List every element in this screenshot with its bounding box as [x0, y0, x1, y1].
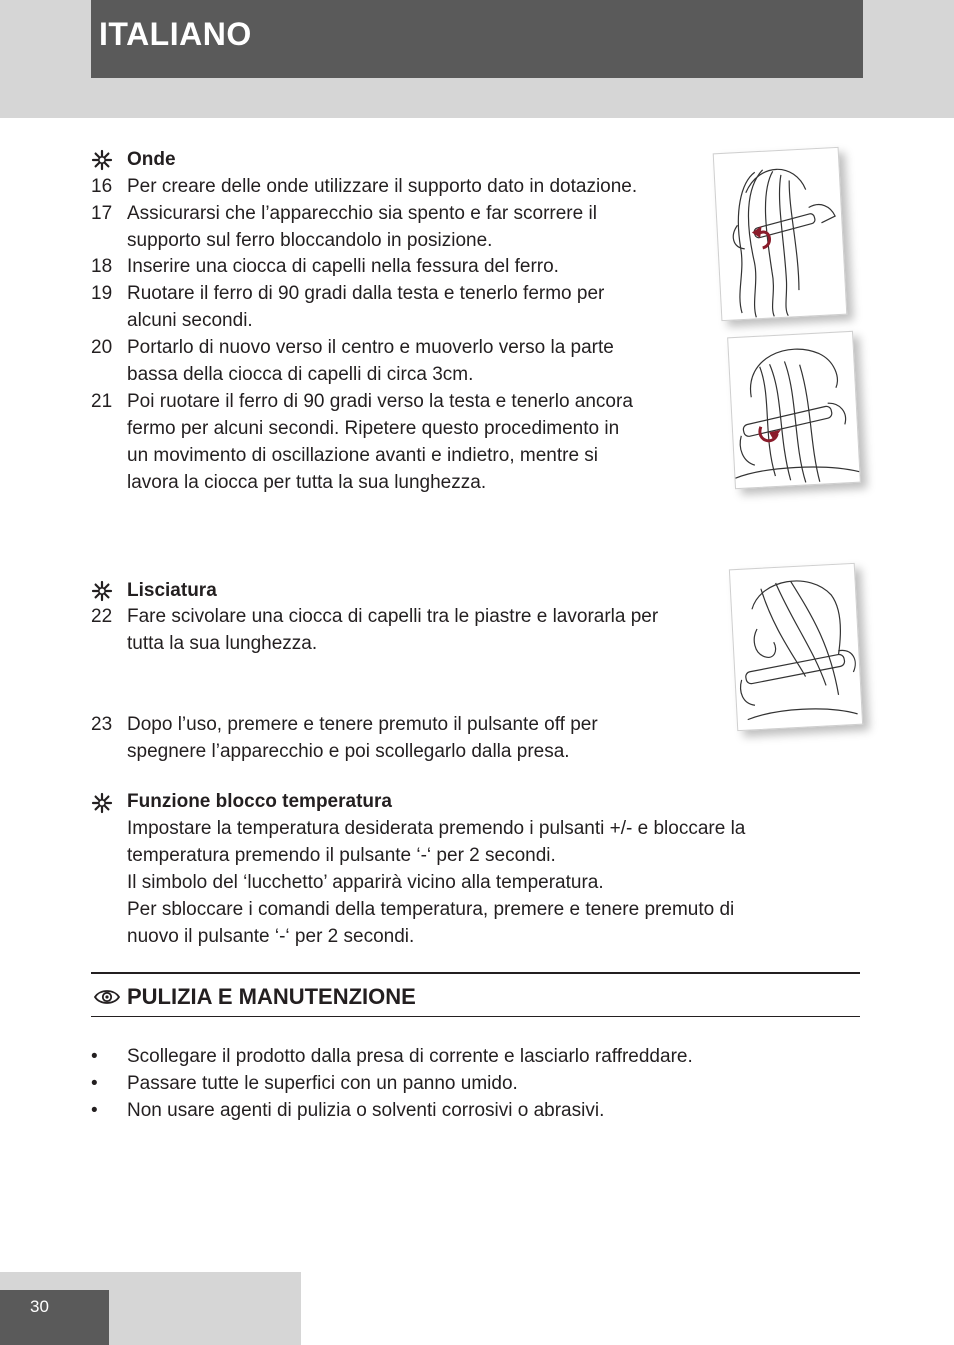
- step-text: tutta la sua lunghezza.: [127, 633, 318, 654]
- paragraph-line: Impostare la temperatura desiderata premendo i pulsanti +/- e bloccare la: [127, 818, 746, 839]
- step-text: Portarlo di nuovo verso il centro e muoverlo verso la parte: [127, 337, 614, 358]
- paragraph-line: Per sbloccare i comandi della temperatura, premere e tenere premuto di: [127, 899, 735, 920]
- paragraph-line: temperatura premendo il pulsante ‘-‘ per 2 secondi.: [127, 845, 556, 866]
- bullet-marker: •: [91, 1073, 98, 1094]
- section-rule-bottom: [91, 1016, 860, 1017]
- illustration-wave-step-2: [727, 331, 861, 489]
- step-number: 21: [91, 391, 113, 412]
- step-number: 16: [91, 176, 113, 197]
- paragraph-line: Il simbolo del ‘lucchetto’ apparirà vicino alla temperatura.: [127, 872, 604, 893]
- page-number: 30: [30, 1297, 49, 1316]
- bullet-item: Passare tutte le superfici con un panno umido.: [127, 1073, 518, 1094]
- step-number: 17: [91, 203, 113, 224]
- step-text: Inserire una ciocca di capelli nella fessura del ferro.: [127, 256, 559, 277]
- step-text: un movimento di oscillazione avanti e indietro, mentre si: [127, 445, 599, 466]
- illustration-straightening: [729, 563, 863, 731]
- step-number: 18: [91, 256, 113, 277]
- language-title: ITALIANO: [99, 16, 252, 52]
- bullet-item: Non usare agenti di pulizia o solventi corrosivi o abrasivi.: [127, 1100, 605, 1121]
- step-number: 19: [91, 283, 113, 304]
- step-number: 22: [91, 606, 113, 627]
- hair-curling-illustration: [728, 332, 860, 488]
- section-heading-temperature-lock: Funzione blocco temperatura: [127, 791, 392, 812]
- paragraph-line: nuovo il pulsante ‘-‘ per 2 secondi.: [127, 926, 415, 947]
- step-text: fermo per alcuni secondi. Ripetere questo procedimento in: [127, 418, 620, 439]
- step-text: Poi ruotare il ferro di 90 gradi verso la testa e tenerlo ancora: [127, 391, 633, 412]
- bullet-item: Scollegare il prodotto dalla presa di corrente e lasciarlo raffreddare.: [127, 1046, 693, 1067]
- section-rule-top: [91, 972, 860, 974]
- star-burst-icon: [91, 149, 113, 171]
- eye-icon: [93, 987, 121, 1007]
- star-burst-icon: [91, 580, 113, 602]
- step-text: Per creare delle onde utilizzare il supporto dato in dotazione.: [127, 176, 638, 197]
- step-text: Assicurarsi che l’apparecchio sia spento e far scorrere il: [127, 203, 597, 224]
- section-heading-waves: Onde: [127, 149, 176, 170]
- page-number-box: [0, 1290, 109, 1345]
- step-number: 23: [91, 714, 113, 735]
- step-text: bassa della ciocca di capelli di circa 3cm.: [127, 364, 474, 385]
- step-number: 20: [91, 337, 113, 358]
- step-text: Dopo l’uso, premere e tenere premuto il pulsante off per: [127, 714, 598, 735]
- step-text: Ruotare il ferro di 90 gradi dalla testa e tenerlo fermo per: [127, 283, 605, 304]
- hair-curling-illustration: [714, 148, 847, 320]
- illustration-wave-step-1: [713, 147, 848, 321]
- step-text: lavora la ciocca per tutta la sua lunghezza.: [127, 472, 487, 493]
- bullet-marker: •: [91, 1100, 98, 1121]
- step-text: Fare scivolare una ciocca di capelli tra le piastre e lavorarla per: [127, 606, 659, 627]
- section-heading-straightening: Lisciatura: [127, 580, 217, 601]
- step-text: alcuni secondi.: [127, 310, 253, 331]
- step-text: supporto sul ferro bloccandolo in posizione.: [127, 230, 493, 251]
- step-text: spegnere l’apparecchio e poi scollegarlo dalla presa.: [127, 741, 570, 762]
- bullet-marker: •: [91, 1046, 98, 1067]
- star-burst-icon: [91, 792, 113, 814]
- hair-straightening-illustration: [730, 564, 862, 730]
- language-header: [91, 0, 863, 78]
- section-title-cleaning: PULIZIA E MANUTENZIONE: [127, 984, 416, 1009]
